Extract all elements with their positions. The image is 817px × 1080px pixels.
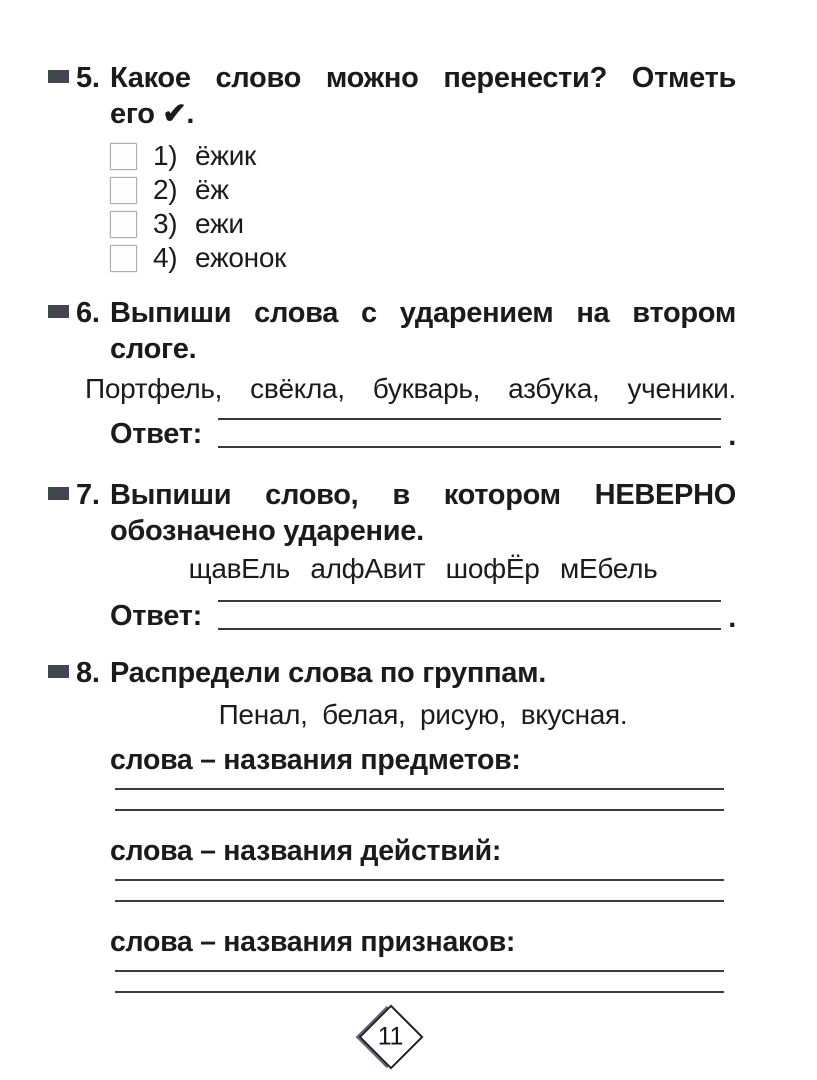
- task-7-answer-lines[interactable]: [218, 600, 721, 630]
- answer-label: Ответ:: [110, 418, 203, 450]
- option-row-2: [110, 173, 736, 207]
- task-6-title-line-1: Выпиши слова с ударением на втором: [110, 297, 736, 329]
- task-6-word-list: Портфель, свёкла, букварь, азбука, ученики.: [85, 373, 736, 404]
- group-objects-write-lines[interactable]: [115, 788, 724, 811]
- answer-label: Ответ:: [110, 600, 203, 632]
- task-6-title-line-2: слоге.: [110, 333, 197, 365]
- group-actions-label: слова – названия действий:: [110, 835, 502, 867]
- group-attributes-write-lines[interactable]: [115, 970, 724, 993]
- option-row-1: [110, 139, 736, 173]
- option-1-number: 1): [153, 140, 178, 171]
- task-8-header: [76, 655, 736, 691]
- answer-period: .: [728, 602, 736, 634]
- task-8: [48, 655, 736, 993]
- task-5-title-line-2: его ✔.: [110, 98, 195, 130]
- task-6-header: [76, 295, 736, 367]
- page-number-badge: [358, 1004, 423, 1069]
- task-bullet-icon: [48, 305, 69, 318]
- group-attributes-label: слова – названия признаков:: [110, 926, 516, 958]
- option-4-word: ежонок: [195, 242, 287, 273]
- task-7-answer-row: [110, 599, 736, 633]
- task-6-answer-lines[interactable]: [218, 418, 721, 448]
- task-bullet-icon: [48, 487, 69, 500]
- task-7-title-line-1: Выпиши слово, в котором НЕВЕРНО: [110, 479, 736, 511]
- answer-period: .: [728, 420, 736, 452]
- option-row-3: [110, 207, 736, 241]
- option-4-number: 4): [153, 242, 178, 273]
- task-5-options: [110, 139, 736, 275]
- task-7-word-list: щавЕль алфАвит шофЁр мЕбель: [188, 553, 658, 584]
- group-actions: [110, 835, 736, 902]
- page-number: 11: [378, 1022, 404, 1051]
- task-8-word-list: Пенал, белая, рисую, вкусная.: [218, 699, 628, 730]
- task-8-title-line-1: Распредели слова по группам.: [110, 657, 547, 689]
- worksheet-page: [48, 60, 736, 993]
- option-2-number: 2): [153, 174, 178, 205]
- task-6: [48, 295, 736, 451]
- option-2-word: ёж: [195, 174, 229, 205]
- option-4-checkbox[interactable]: [110, 245, 137, 272]
- task-5-header: [76, 60, 736, 132]
- task-5-number: 5.: [76, 62, 100, 94]
- task-6-answer-row: [110, 417, 736, 451]
- task-8-number: 8.: [76, 657, 100, 689]
- group-actions-write-lines[interactable]: [115, 879, 724, 902]
- task-7-header: [76, 477, 736, 549]
- group-objects: [110, 744, 736, 811]
- option-1-checkbox[interactable]: [110, 143, 137, 170]
- option-3-checkbox[interactable]: [110, 211, 137, 238]
- task-6-number: 6.: [76, 297, 100, 329]
- task-7-number: 7.: [76, 479, 100, 511]
- option-2-checkbox[interactable]: [110, 177, 137, 204]
- group-objects-label: слова – названия предметов:: [110, 744, 521, 776]
- option-row-4: [110, 241, 736, 275]
- task-7: [48, 477, 736, 633]
- option-1-word: ёжик: [195, 140, 256, 171]
- task-5-title-line-1: Какое слово можно перенести? Отметь: [110, 62, 736, 94]
- task-7-title-line-2: обозначено ударение.: [110, 515, 424, 547]
- option-3-number: 3): [153, 208, 178, 239]
- task-bullet-icon: [48, 70, 69, 83]
- task-5: [48, 60, 736, 275]
- task-bullet-icon: [48, 665, 69, 678]
- group-attributes: [110, 926, 736, 993]
- option-3-word: ежи: [195, 208, 244, 239]
